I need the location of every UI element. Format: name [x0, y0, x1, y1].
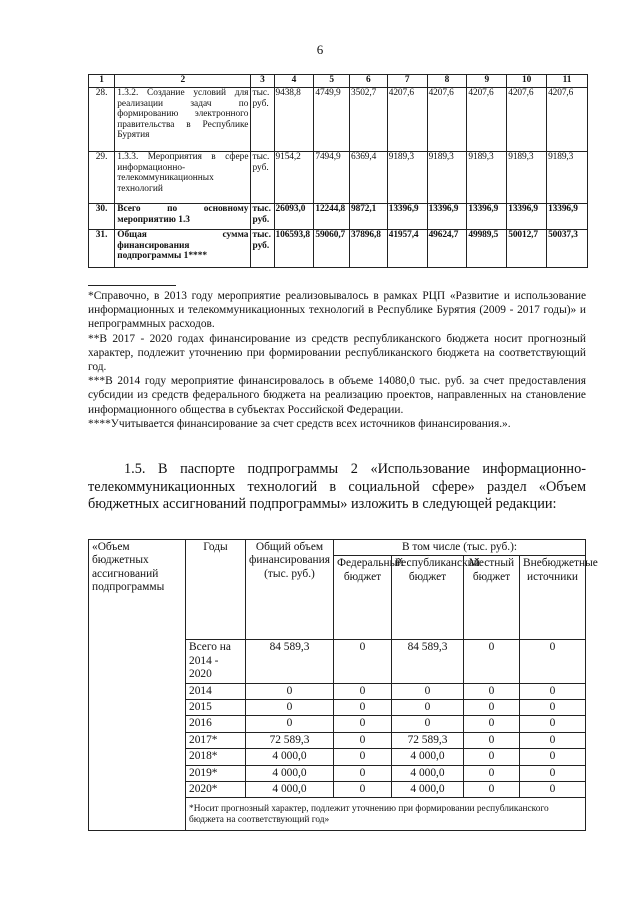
header-cell: 3	[251, 75, 274, 88]
total-cell: 4 000,0	[246, 782, 334, 798]
row-value: 9189,3	[507, 152, 547, 204]
col-group-header: В том числе (тыс. руб.):	[334, 540, 586, 556]
header-cell: 2	[115, 75, 251, 88]
total-cell: 72 589,3	[246, 732, 334, 748]
federal-cell: 0	[334, 749, 392, 765]
other-cell: 0	[520, 765, 586, 781]
other-cell: 0	[520, 640, 586, 683]
federal-cell: 0	[334, 716, 392, 732]
header-cell: 8	[427, 75, 467, 88]
row-value: 13396,9	[547, 204, 588, 230]
row-value: 9438,8	[274, 88, 314, 152]
republic-cell: 4 000,0	[392, 782, 464, 798]
republic-cell: 0	[392, 700, 464, 716]
header-cell: 10	[507, 75, 547, 88]
row-value: 59060,7	[314, 230, 350, 268]
year-cell: 2017*	[186, 732, 246, 748]
footnote: *Справочно, в 2013 году мероприятие реализовывалось в рамках РЦП «Развитие и использование информационных и телекоммуникационных технологий в Республике Бурятия (2009 - 2017 годы)» и непрограммных расходов.	[88, 290, 586, 331]
table-row	[89, 152, 588, 204]
col-republic-header: Республиканский бюджет	[392, 556, 464, 640]
row-value: 50012,7	[507, 230, 547, 268]
local-cell: 0	[464, 640, 520, 683]
row-value: 13396,9	[507, 204, 547, 230]
local-cell: 0	[464, 683, 520, 699]
local-cell: 0	[464, 765, 520, 781]
table-footnote: *Носит прогнозный характер, подлежит уточнению при формировании республиканского бюджета на соответствующий год»	[186, 798, 586, 831]
republic-cell: 0	[392, 683, 464, 699]
year-cell: Всего на 2014 - 2020	[186, 640, 246, 683]
footnote: ***В 2014 году мероприятие финансировалось в объеме 14080,0 тыс. руб. за счет предоставления субсидии из средств федерального бюджета на реализацию проектов, направленных на становление информационного общества в субъектах Российской Федерации.	[88, 375, 586, 416]
table-row	[89, 204, 588, 230]
other-cell: 0	[520, 683, 586, 699]
row-value: 26093,0	[274, 204, 314, 230]
row-value: 9872,1	[350, 204, 388, 230]
row-value: 49624,7	[427, 230, 467, 268]
federal-cell: 0	[334, 765, 392, 781]
header-cell: 4	[274, 75, 314, 88]
header-cell: 1	[89, 75, 115, 88]
republic-cell: 0	[392, 716, 464, 732]
footnote-divider	[88, 285, 176, 286]
header-cell: 5	[314, 75, 350, 88]
row-number: 31.	[89, 230, 115, 268]
row-value: 9189,3	[387, 152, 427, 204]
table-header-row	[89, 75, 588, 88]
local-cell: 0	[464, 749, 520, 765]
row-unit: тыс. руб.	[251, 152, 274, 204]
page-number: 6	[316, 42, 324, 57]
republic-cell: 4 000,0	[392, 749, 464, 765]
row-value: 6369,4	[350, 152, 388, 204]
row-description: 1.3.3. Мероприятия в сфере информационно-телекоммуникационных технологий	[115, 152, 251, 204]
paragraph-text: 1.5. В паспорте подпрограммы 2 «Использование информационно-телекоммуникационных технологий в социальной сфере» раздел «Объем бюджетных ассигнований подпрограммы» изложить в следующей редакции:	[88, 461, 586, 512]
other-cell: 0	[520, 716, 586, 732]
other-cell: 0	[520, 700, 586, 716]
col-federal-header: Федеральный бюджет	[334, 556, 392, 640]
republic-cell: 72 589,3	[392, 732, 464, 748]
row-value: 41957,4	[387, 230, 427, 268]
financing-table	[88, 74, 588, 268]
row-value: 4207,6	[507, 88, 547, 152]
footnote: ****Учитывается финансирование за счет средств всех источников финансирования.».	[88, 417, 511, 430]
row-description: 1.3.2. Создание условий для реализации задач по формированию электронного правительства в Республике Бурятия	[115, 88, 251, 152]
footnotes	[88, 289, 586, 431]
row-value: 9189,3	[547, 152, 588, 204]
row-number: 29.	[89, 152, 115, 204]
col-other-header: Внебюджетные источники	[520, 556, 586, 640]
table-header-row	[89, 540, 586, 556]
local-cell: 0	[464, 782, 520, 798]
year-cell: 2014	[186, 683, 246, 699]
row-number: 28.	[89, 88, 115, 152]
budget-table	[88, 539, 598, 831]
federal-cell: 0	[334, 683, 392, 699]
col-total-header: Общий объем финансирования (тыс. руб.)	[246, 540, 334, 640]
row-value: 106593,8	[274, 230, 314, 268]
row-value: 50037,3	[547, 230, 588, 268]
local-cell: 0	[464, 716, 520, 732]
row-number: 30.	[89, 204, 115, 230]
row-unit: тыс. руб.	[251, 88, 274, 152]
header-cell: 6	[350, 75, 388, 88]
row-value: 12244,8	[314, 204, 350, 230]
federal-cell: 0	[334, 732, 392, 748]
federal-cell: 0	[334, 782, 392, 798]
total-cell: 4 000,0	[246, 749, 334, 765]
total-cell: 0	[246, 683, 334, 699]
header-cell: 11	[547, 75, 588, 88]
other-cell: 0	[520, 782, 586, 798]
total-cell: 0	[246, 716, 334, 732]
header-cell: 9	[467, 75, 507, 88]
section-label: «Объем бюджетных ассигнований подпрограммы	[89, 540, 186, 831]
row-value: 4207,6	[547, 88, 588, 152]
local-cell: 0	[464, 732, 520, 748]
row-value: 3502,7	[350, 88, 388, 152]
header-cell: 7	[387, 75, 427, 88]
total-cell: 0	[246, 700, 334, 716]
republic-cell: 4 000,0	[392, 765, 464, 781]
row-unit: тыс. руб.	[251, 230, 274, 268]
row-value: 9189,3	[467, 152, 507, 204]
row-value: 13396,9	[387, 204, 427, 230]
row-value: 13396,9	[467, 204, 507, 230]
row-unit: тыс. руб.	[251, 204, 274, 230]
row-value: 4749,9	[314, 88, 350, 152]
row-value: 49989,5	[467, 230, 507, 268]
row-value: 4207,6	[467, 88, 507, 152]
row-value: 13396,9	[427, 204, 467, 230]
col-years-header: Годы	[186, 540, 246, 640]
col-local-header: Местный бюджет	[464, 556, 520, 640]
other-cell: 0	[520, 732, 586, 748]
row-value: 9189,3	[427, 152, 467, 204]
federal-cell: 0	[334, 700, 392, 716]
row-value: 9154,2	[274, 152, 314, 204]
year-cell: 2015	[186, 700, 246, 716]
year-cell: 2020*	[186, 782, 246, 798]
amendment-paragraph	[88, 461, 586, 514]
row-value: 37896,8	[350, 230, 388, 268]
row-value: 7494,9	[314, 152, 350, 204]
local-cell: 0	[464, 700, 520, 716]
total-cell: 84 589,3	[246, 640, 334, 683]
total-cell: 4 000,0	[246, 765, 334, 781]
year-cell: 2016	[186, 716, 246, 732]
row-description: Общая сумма финансирования подпрограммы 1****	[115, 230, 251, 268]
republic-cell: 84 589,3	[392, 640, 464, 683]
row-value: 4207,6	[387, 88, 427, 152]
table-row	[89, 88, 588, 152]
other-cell: 0	[520, 749, 586, 765]
row-description: Всего по основному мероприятию 1.3	[115, 204, 251, 230]
federal-cell: 0	[334, 640, 392, 683]
table-row	[89, 230, 588, 268]
year-cell: 2018*	[186, 749, 246, 765]
row-value: 4207,6	[427, 88, 467, 152]
footnote: **В 2017 - 2020 годах финансирование из средств республиканского бюджета носит прогнозный характер, подлежит уточнению при формировании республиканского бюджета на соответствующий год.	[88, 332, 586, 374]
year-cell: 2019*	[186, 765, 246, 781]
